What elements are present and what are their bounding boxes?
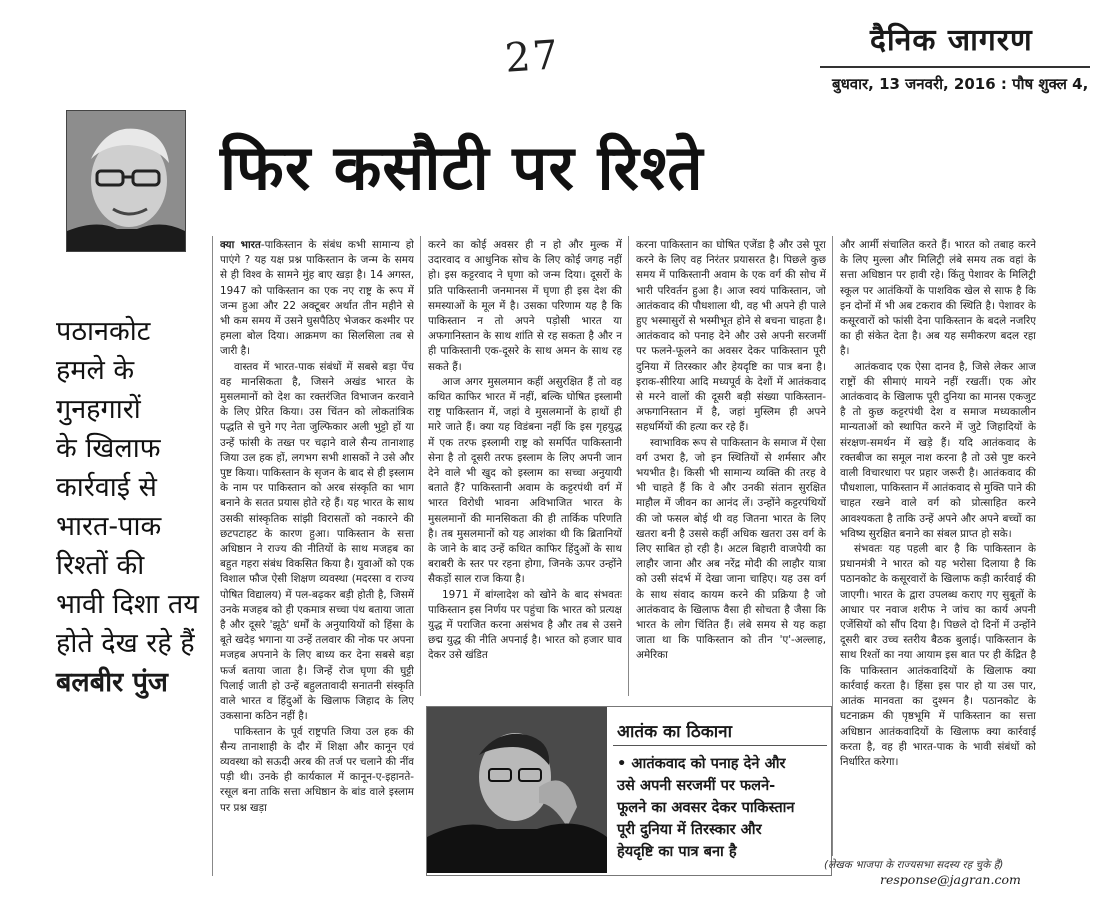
paragraph: पाकिस्तान के पूर्व राष्ट्रपति जिया उल हक की सैन्य तानाशाही के दौर में शिक्षा और कानून एवं व्यवस्था को सऊदी अरब की तर्ज पर चलाने की नींव पड़ी थी। उनके ही कार्यकाल में कानून-ए-इहानते-रसूल बना ताकि सत्ता अधिष्ठान के बांड वाले इस्लाम पर प्रश्न खड़ा — [220, 725, 414, 814]
paragraph: स्वाभाविक रूप से पाकिस्तान के समाज में ऐसा वर्ग उभरा है, जो इन स्थितियों से शर्मसार और भयभीत है। किसी भी सामान्य व्यक्ति की तरह वे भी चाहते हैं कि वे और उनकी संतान सुरक्षित माहौल में जीवन का आनंद लें। उन्होंने कट्टरपंथियों की जो फसल बोई थी वह जितना भारत के लिए खतरा बनी है उससे कहीं अधिक खतरा उस वर्ग के लिए साबित हो रही है। अटल बिहारी वाजपेयी का लाहौर जाना और अब नरेंद्र मोदी की लाहौर यात्रा को उसी संदर्भ में देखा जाना चाहिए। यह उस वर्ग के साथ संवाद कायम करने की प्रक्रिया है जो आतंकवाद के खिलाफ वैसा ही सोचता है जैसा कि भारत के लोग चिंतित हैं। लंबे समय से यह कहा जाता था कि पाकिस्तान को तीन 'ए'-अल्लाह, अमेरिका — [636, 436, 826, 662]
dateline: बुधवार, 13 जनवरी, 2016 : पौष शुक्ल 4, — [832, 75, 1089, 93]
pull-quote: पठानकोट हमले के गुनहगारों के खिलाफ कार्रवाई से भारत-पाक रिश्तों की भावी दिशा तय होते देख रहे हैं — [56, 316, 199, 659]
paragraph: आज अगर मुसलमान कहीं असुरक्षित हैं तो वह कथित काफिर भारत में नहीं, बल्कि घोषित इस्लामी राष्ट्र पाकिस्तान में, जहां वे मुसलमानों के हाथों ही मारे जाते हैं। क्या यह विडंबना नहीं कि इस गृहयुद्ध में एक तरफ इस्लामी राष्ट्र को समर्पित पाकिस्तानी सेना है तो दूसरी तरफ इस्लाम के लिए अपनी जान देने वाले भी खुद को इस्लाम का सच्चा अनुयायी बताते हैं? पाकिस्तानी अवाम के कट्टरपंथी वर्ग में भारत विरोधी भावना अविभाजित भारत के मुसलमानों की मानसिकता की ही तार्किक परिणति है। तब मुसलमानों को यह आशंका थी कि ब्रितानियों के जाने के बाद उन्हें कथित काफिर हिंदुओं के साथ बराबरी के स्तर पर रहना होगा, जिनके ऊपर उन्होंने सैकड़ों साल राज किया है। — [428, 375, 622, 586]
page-number: 27 — [503, 32, 562, 82]
response-email: response@jagran.com — [880, 872, 1021, 887]
paragraph: आतंकवाद एक ऐसा दानव है, जिसे लेकर आज राष्ट्रों की सीमाएं मायने नहीं रखतीं। एक ओर आतंकवाद के खिलाफ पूरी दुनिया का मानस एकजुट है तो कुछ कट्टरपंथी देश व समाज मध्यकालीन मान्यताओं को स्थापित करने में जुटे जिहादियों के संरक्षण-समर्थन में खड़े हैं। यदि आतंकवाद के रक्तबीज का समूल नाश करना है तो उसे पुष्ट करने वाली विचारधारा पर प्रहार जरूरी है। आतंकवाद की पौधशाला, पाकिस्तान में आतंकवाद से मुक्ति पाने की चाहत रखने वाले वर्ग को प्रोत्साहित करने आवश्यकता है ताकि उन्हें अपने और अपने बच्चों का भविष्य सुरक्षित बनाने का संबल प्राप्त हो सके। — [840, 360, 1036, 540]
paragraph: संभवतः यह पहली बार है कि पाकिस्तान के प्रधानमंत्री ने भारत को यह भरोसा दिलाया है कि पठानकोट के कसूरवारों के खिलाफ कड़ी कार्रवाई की जाएगी। भारत के द्वारा उपलब्ध कराए गए सुबूतों के आधार पर नवाज शरीफ ने जांच का कार्य अपनी एजेंसियों को सौंप दिया है। पिछले दो दिनों में उन्होंने दूसरी बार उच्च स्तरीय बैठक बुलाई। पाकिस्तान के साथ रिश्तों का नया आयाम इस बात पर ही केंद्रित है कि पाकिस्तान आतंकवादियों के खिलाफ क्या कार्रवाई करता है। हिंसा इस पार हो या उस पार, आतंक मानवता का दुश्मन है। पठानकोट के घटनाक्रम की पृष्ठभूमि में पाकिस्तान का सत्ता अधिष्ठान आतंकवादियों के खिलाफ क्या कार्रवाई करता है, वह ही भारत-पाक के भावी संबंधों को निर्धारित करेगा। — [840, 543, 1036, 768]
paragraph: वास्तव में भारत-पाक संबंधों में सबसे बड़ा पेंच वह मानसिकता है, जिसने अखंड भारत के मुसलमानों को देश का रक्तरंजित विभाजन करवाने के लिए प्रेरित किया। उस चिंतन को लोकतांत्रिक पद्धति से चुने गए नेता जुल्फिकार अली भुट्टो हों या उन्हें फांसी के तख्त पर चढ़ाने वाले सैन्य तानाशाह जिया उल हक हों, लगभग सभी शासकों ने उसे और पुष्ट किया। पाकिस्तान के सृजन के बाद से ही इस्लाम के नाम पर पाकिस्तान को अरब संस्कृति का भाग बनाने के सतत प्रयास होते रहे हैं। यह भारत के साथ उसकी सांस्कृतिक सांझी विरासतों को नकारने की छटपटाहट के कारण हुआ। पाकिस्तान के सत्ता अधिष्ठान ने राज्य की नीतियों के साथ मजहब का बहुत गहरा संबंध विकसित किया है। युवाओं को एक विशाल फौज ऐसी शिक्षण व्यवस्था (मदरसा व राज्य पोषित विद्यालय) में पल-बढ़कर बड़ी होती है, जिसमें उनके मजहब को ही एकमात्र सच्चा पंथ बताया जाता है और दूसरे 'झूठे' धर्मों के अनुयायियों को हिंसा के बूते खदेड़ भगाना या उन्हें तलवार की नोक पर अपना मजहब अपनाने के लिए बाध्य कर देना सबसे बड़ा फर्ज बताया जाता है। जिन्हें रोज घृणा की घुट्टी पिलाई जाती हो उन्हें बहुलतावादी सनातनी संस्कृति वाले भारत व हिंदुओं के खिलाफ जिहाद के लिए उकसाना कठिन नहीं है। — [220, 360, 414, 723]
article-column-4 — [840, 238, 1036, 852]
author-note: (लेखक भाजपा के राज्यसभा सदस्य रह चुके हैं) — [824, 859, 1004, 871]
paragraph: 1971 में बांग्लादेश को खोने के बाद संभवतः पाकिस्तान इस निर्णय पर पहुंचा कि भारत को प्रत्यक्ष युद्ध में पराजित करना असंभव है और तब से उसने छद्म युद्ध की नीति अपनाई है। भारत को हजार घाव देकर उसे खंडित — [428, 588, 622, 662]
paragraph: करना पाकिस्तान का घोषित एजेंडा है और उसे पूरा करने के लिए वह निरंतर प्रयासरत है। पिछले कुछ समय में पाकिस्तानी अवाम के एक वर्ग की सोच में भारी परिवर्तन हुआ है। आज स्वयं पाकिस्तान, जो आतंकवाद की पौधशाला थी, वह भी अपने ही पाले हुए भस्मासुरों से भस्मीभूत होने से बचना चाहता है। आतंकवाद को पनाह देने और उसे अपनी सरजमीं पर फलने-फूलने का अवसर देकर पाकिस्तान पूरी दुनिया में तिरस्कार और हेयदृष्टि का पात्र बना है। इराक-सीरिया आदि मध्यपूर्व के देशों में आतंकवाद से मरने वालों की दूसरी बड़ी संख्या पाकिस्तान-अफगानिस्तान में है, जहां मुस्लिम ही अपने सहधर्मियों की हत्या कर रहे हैं। — [636, 239, 826, 434]
inset-rule — [613, 745, 827, 746]
inset-box — [426, 706, 832, 876]
inset-photo — [427, 707, 607, 873]
column-rule — [628, 236, 629, 696]
article-column-3 — [636, 238, 826, 694]
header-rule — [820, 66, 1090, 68]
inset-title: आतंक का ठिकाना — [617, 722, 732, 742]
author-name: बलबीर पुंज — [56, 667, 168, 698]
article-column-2 — [428, 238, 622, 694]
inset-quote: • आतंकवाद को पनाह देने और उसे अपनी सरजमीं पर फलने- फूलने का अवसर देकर पाकिस्तान पूरी दुनिया में तिरस्कार और हेयदृष्टि का पात्र बना है — [617, 755, 795, 860]
author-photo — [66, 110, 186, 252]
column-rule — [420, 236, 421, 696]
article-column-1 — [220, 238, 414, 878]
column-rule — [832, 236, 833, 856]
paragraph: क्या भारत-पाकिस्तान के संबंध कभी सामान्य हो पाएंगे ? यह यक्ष प्रश्न पाकिस्तान के जन्म के समय से ही विश्व के सामने मुंह बाए खड़ा है। 14 अगस्त, 1947 को पाकिस्तान का एक नए राष्ट्र के रूप में जन्म हुआ और 22 अक्टूबर अर्थात तीन महीने से भी कम समय में उसने घुसपैठिए भेजकर कश्मीर पर हमला बोल दिया। आक्रमण का सिलसिला तब से जारी है। — [220, 239, 414, 358]
masthead: दैनिक जागरण — [870, 23, 1033, 58]
paragraph: और आर्मी संचालित करते हैं। भारत को तबाह करने के लिए मुल्ला और मिलिट्री लंबे समय तक वहां के सत्ता अधिष्ठान पर हावी रहे। किंतु पेशावर के मिलिट्री स्कूल पर आतंकियों के पाशविक खेल से साफ है कि इन दोनों में भी अब टकराव की स्थिति है। पेशावर के कसूरवारों को फांसी देना पाकिस्तान के बदले नजरिए का ही संकेत देता है। अब यह समीकरण बदल रहा है। — [840, 239, 1036, 358]
paragraph: करने का कोई अवसर ही न हो और मुल्क में उदारवाद व आधुनिक सोच के लिए कोई जगह नहीं हो। इस कट्टरवाद ने घृणा को जन्म दिया। दूसरों के प्रति पाकिस्तानी जनमानस में घृणा ही इस देश की समस्याओं के मूल में है। उसका परिणाम यह है कि पाकिस्तान न तो अपने पड़ोसी भारत या अफगानिस्तान के साथ शांति से रह सकता है और न ही पाकिस्तानी एक-दूसरे के साथ अमन के साथ रह सकते हैं। — [428, 239, 622, 373]
headline: फिर कसौटी पर रिश्ते — [220, 131, 704, 204]
